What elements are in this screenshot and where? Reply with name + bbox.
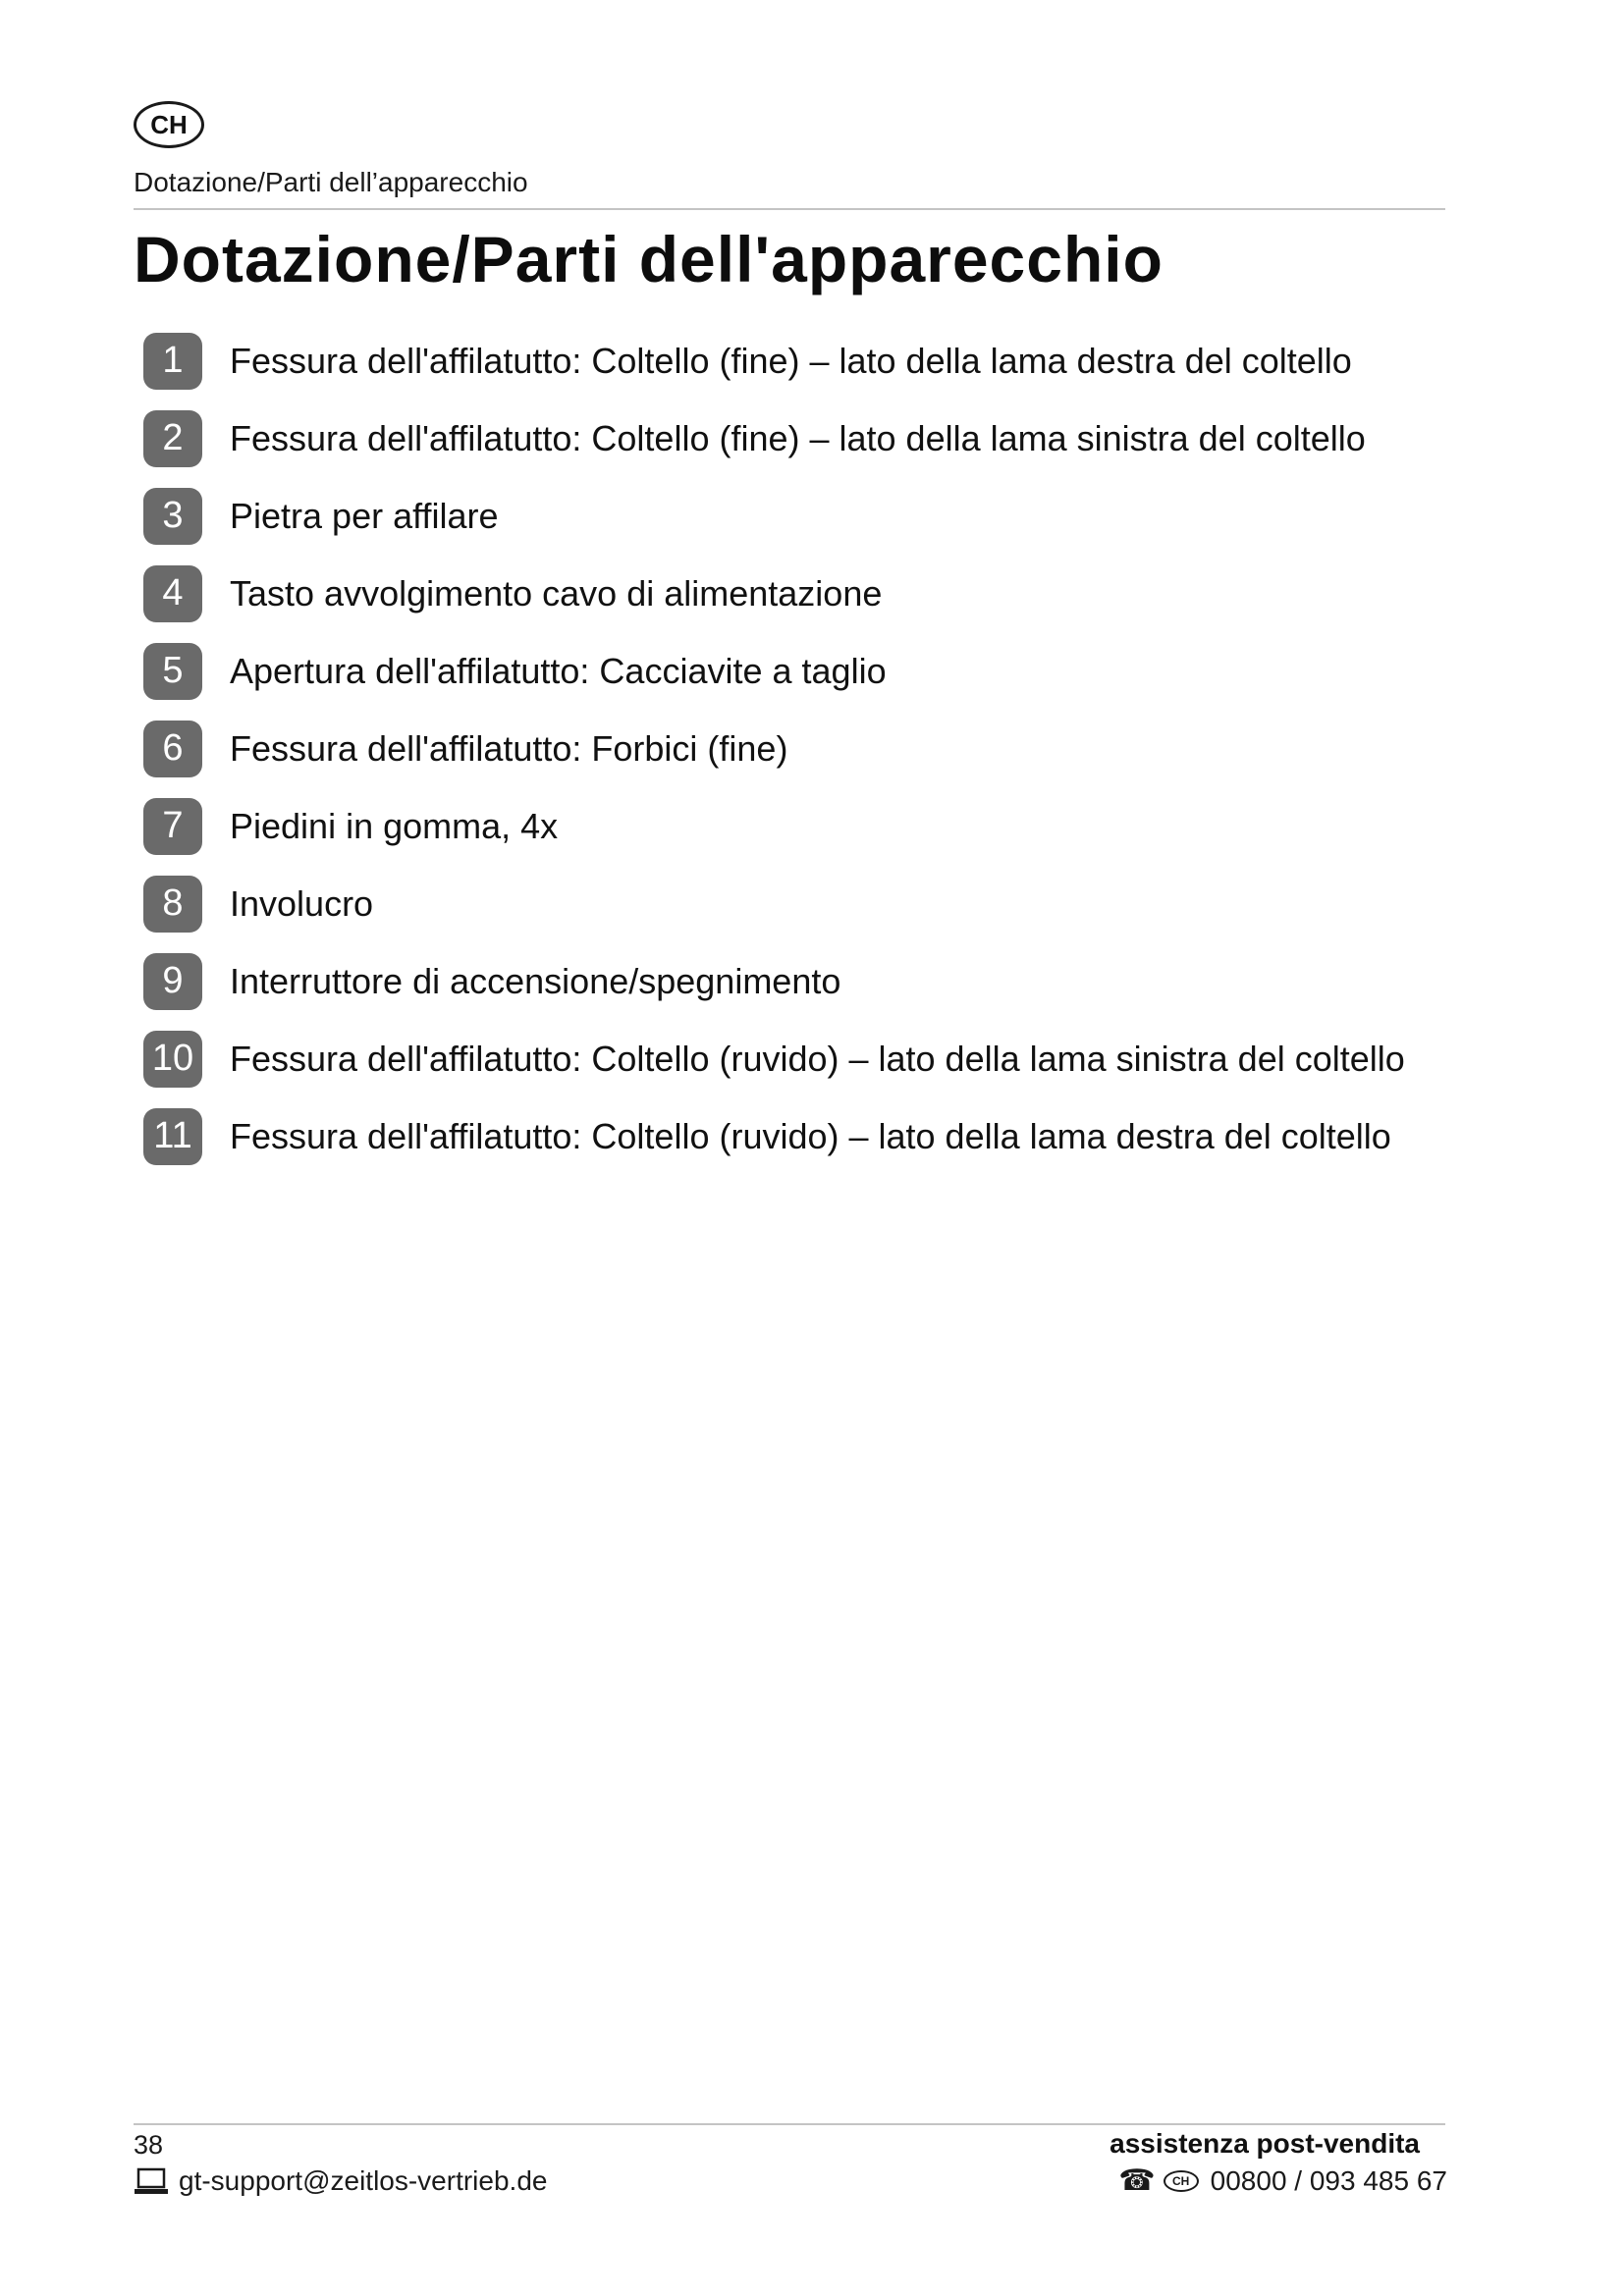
support-phone — [1118, 2165, 1447, 2197]
support-title: assistenza post-vendita — [1110, 2128, 1420, 2159]
part-number-badge: 5 — [143, 643, 202, 700]
list-item — [143, 952, 1449, 1010]
list-item — [143, 642, 1449, 700]
part-label: Fessura dell'affilatutto: Forbici (fine) — [230, 727, 788, 769]
part-label: Fessura dell'affilatutto: Coltello (ruvido) – lato della lama sinistra del coltello — [230, 1038, 1405, 1079]
list-item — [143, 332, 1449, 390]
country-badge: CH — [134, 101, 204, 148]
part-number-badge: 2 — [143, 410, 202, 467]
part-number-badge: 7 — [143, 798, 202, 855]
list-item — [143, 875, 1449, 933]
part-number-badge: 8 — [143, 876, 202, 933]
breadcrumb: Dotazione/Parti dell’apparecchio — [134, 167, 528, 197]
part-label: Fessura dell'affilatutto: Coltello (ruvido) – lato della lama destra del coltello — [230, 1115, 1391, 1156]
list-item — [143, 487, 1449, 545]
part-number-badge: 11 — [143, 1108, 202, 1165]
list-item — [143, 720, 1449, 777]
parts-list — [143, 332, 1449, 1185]
part-number-badge: 1 — [143, 333, 202, 390]
part-label: Pietra per affilare — [230, 495, 499, 536]
list-item — [143, 564, 1449, 622]
laptop-icon — [134, 2166, 169, 2196]
part-label: Fessura dell'affilatutto: Coltello (fine) – lato della lama sinistra del coltello — [230, 417, 1366, 458]
part-label: Involucro — [230, 882, 374, 924]
header-divider — [134, 208, 1445, 210]
part-number-badge: 9 — [143, 953, 202, 1010]
country-badge-small: CH — [1164, 2170, 1199, 2192]
part-label: Fessura dell'affilatutto: Coltello (fine) – lato della lama destra del coltello — [230, 340, 1352, 381]
phone-icon: ☎ — [1118, 2164, 1156, 2197]
list-item — [143, 1030, 1449, 1088]
page-number: 38 — [134, 2130, 164, 2160]
part-number-badge: 4 — [143, 565, 202, 622]
page-title: Dotazione/Parti dell'apparecchio — [134, 223, 1164, 295]
phone-number: 00800 / 093 485 67 — [1210, 2165, 1447, 2196]
list-item — [143, 797, 1449, 855]
part-number-badge: 6 — [143, 721, 202, 777]
part-label: Interruttore di accensione/spegnimento — [230, 960, 841, 1001]
part-number-badge: 3 — [143, 488, 202, 545]
part-number-badge: 10 — [143, 1031, 202, 1088]
list-item — [143, 409, 1449, 467]
footer-divider — [134, 2123, 1445, 2125]
support-email — [134, 2165, 547, 2197]
part-label: Piedini in gomma, 4x — [230, 805, 559, 846]
part-label: Tasto avvolgimento cavo di alimentazione — [230, 572, 883, 614]
part-label: Apertura dell'affilatutto: Cacciavite a taglio — [230, 650, 887, 691]
email-text: gt-support@zeitlos-vertrieb.de — [179, 2165, 548, 2196]
list-item — [143, 1107, 1449, 1165]
